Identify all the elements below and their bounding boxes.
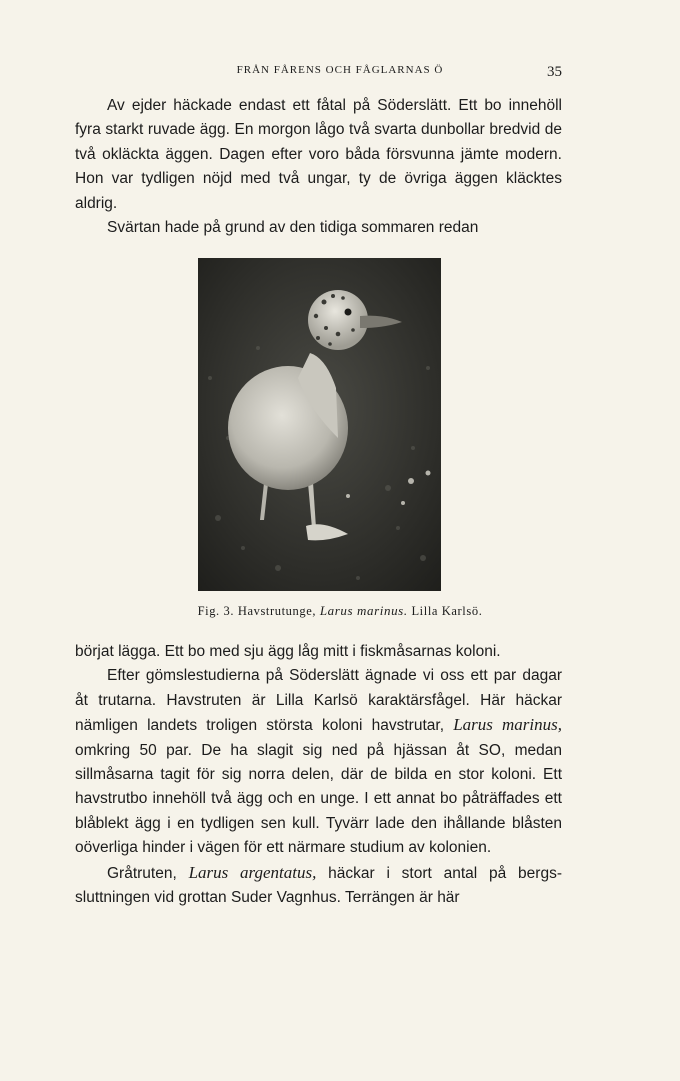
paragraph-trutarna-part-2: omkring 50 par. De ha slagit sig ned på hjässan åt SO, medan sillmåsarna tagit för sig norra delen, där de bilda en stor koloni. Ett havstrutbo innehöll två ägg och en unge. I ett annat bo påträffades ett blåblekt ägg i en tydligen sen kull. Tyvärr lade den ihållande blåsten oöverliga hinder i vägen för ett närmare studium av kolonien. (75, 741, 562, 857)
caption-common-name: Havstrutunge, (237, 604, 317, 618)
figure-caption (0, 603, 680, 619)
text-block-top (75, 94, 562, 240)
page-number: 35 (547, 64, 562, 80)
paragraph-continuation: börjat lägga. Ett bo med sju ägg låg mitt i fiskmåsarnas koloni. (75, 643, 501, 660)
paragraph-ejder: Av ejder häckade endast ett fåtal på Söderslätt. Ett bo innehöll fyra starkt ruvade ägg. En morgon lågo två svarta dunbollar bredvid de två okläckta äggen. Dagen efter voro båda försvunna jämte modern. Hon var tydligen nöjd med två ungar, ty de övriga äggen kläcktes aldrig. (75, 97, 562, 212)
paragraph-gratruten (75, 861, 562, 911)
gull-chick-illustration (198, 258, 441, 591)
paragraph-svartan: Svärtan hade på grund av den tidiga sommaren redan (107, 219, 479, 237)
paragraph-gratruten-part-1: Gråtruten, (107, 864, 177, 882)
paragraph-gratruten-part-2: häckar i stort antal på bergssluttningen vid grottan Suder Vagnhus. Terrängen är här (75, 864, 562, 907)
gull-chick-photo (198, 258, 441, 591)
latin-larus-argentatus: Larus argentatus, (188, 862, 317, 882)
caption-latin-name: Larus marinus. (319, 603, 408, 618)
paragraph-trutarna-part-1: Efter gömslestudierna på Söderslätt ägnade vi oss ett par dagar åt trutarna. Havstruten är Lilla Karlsö karaktärsfågel. Här häckar nämligen landets troligen största koloni havstrutar, (75, 667, 562, 735)
caption-figure-number: Fig. 3. (197, 604, 235, 618)
text-block-bottom (75, 640, 562, 910)
paragraph-trutarna (75, 664, 562, 860)
running-head: FRÅN FÅRENS OCH FÅGLARNAS Ö (236, 64, 444, 76)
latin-larus-marinus: Larus marinus, (453, 715, 562, 735)
caption-location: Lilla Karlsö. (411, 604, 483, 618)
